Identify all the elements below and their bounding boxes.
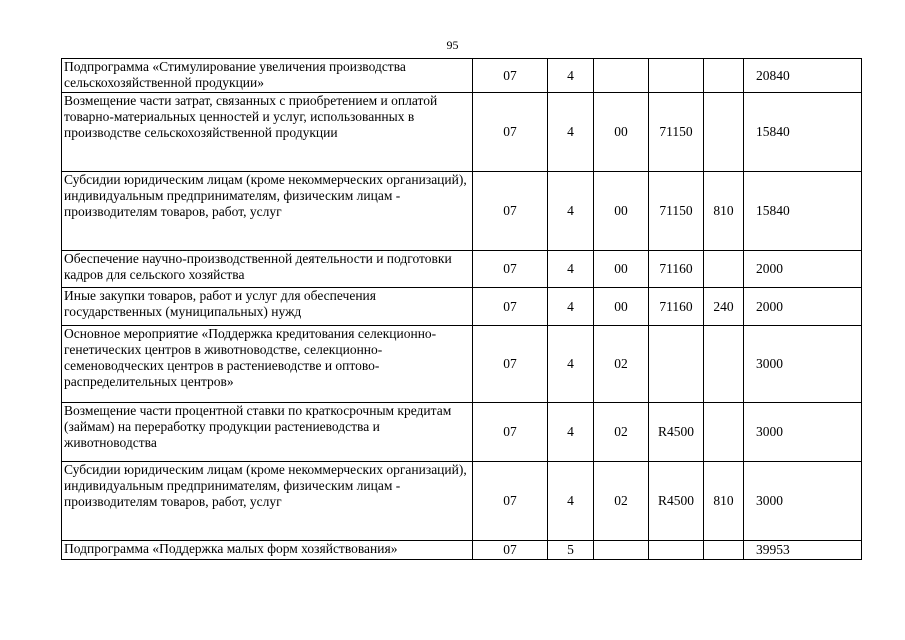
article-code: 71150 (649, 93, 704, 172)
amount: 2000 (744, 251, 862, 288)
row-description: Подпрограмма «Поддержка малых форм хозяйствования» (62, 541, 473, 560)
row-description: Обеспечение научно-производственной деятельности и подготовки кадров для сельского хозяйства (62, 251, 473, 288)
table-row (62, 93, 862, 172)
article-code: R4500 (649, 462, 704, 541)
article-code: 71160 (649, 251, 704, 288)
section-code: 07 (473, 326, 548, 403)
section-code: 07 (473, 93, 548, 172)
amount: 3000 (744, 462, 862, 541)
section-code: 07 (473, 59, 548, 93)
subsection-code: 4 (548, 59, 594, 93)
expense-kind-code: 240 (704, 288, 744, 326)
section-code: 07 (473, 251, 548, 288)
amount: 3000 (744, 403, 862, 462)
article-code (649, 326, 704, 403)
subsection-code: 4 (548, 326, 594, 403)
program-code: 02 (594, 403, 649, 462)
subsection-code: 4 (548, 462, 594, 541)
article-code: 71160 (649, 288, 704, 326)
program-code: 00 (594, 93, 649, 172)
expense-kind-code (704, 59, 744, 93)
expense-kind-code (704, 251, 744, 288)
subsection-code: 4 (548, 251, 594, 288)
table-row (62, 251, 862, 288)
row-description: Субсидии юридическим лицам (кроме некоммерческих организаций), индивидуальным предпринимателям, физическим лицам - производителям товаров, работ, услуг (62, 172, 473, 251)
program-code (594, 59, 649, 93)
row-description: Возмещение части затрат, связанных с приобретением и оплатой товарно-материальных ценностей и услуг, использованных в производстве сельскохозяйственной продукции (62, 93, 473, 172)
section-code: 07 (473, 403, 548, 462)
amount: 3000 (744, 326, 862, 403)
subsection-code: 4 (548, 172, 594, 251)
subsection-code: 4 (548, 93, 594, 172)
article-code (649, 541, 704, 560)
article-code: 71150 (649, 172, 704, 251)
subsection-code: 4 (548, 403, 594, 462)
section-code: 07 (473, 541, 548, 560)
table-row (62, 462, 862, 541)
table-row (62, 288, 862, 326)
program-code: 00 (594, 172, 649, 251)
amount: 15840 (744, 93, 862, 172)
article-code: R4500 (649, 403, 704, 462)
section-code: 07 (473, 288, 548, 326)
subsection-code: 4 (548, 288, 594, 326)
amount: 39953 (744, 541, 862, 560)
row-description: Основное мероприятие «Поддержка кредитования селекционно-генетических центров в животноводстве, селекционно-семеноводческих центров в растениеводстве и оптово-распределительных центров» (62, 326, 473, 403)
expense-kind-code (704, 403, 744, 462)
section-code: 07 (473, 172, 548, 251)
expense-kind-code (704, 326, 744, 403)
program-code: 02 (594, 326, 649, 403)
page-number: 95 (446, 38, 459, 52)
expense-kind-code: 810 (704, 172, 744, 251)
program-code: 00 (594, 251, 649, 288)
row-description: Иные закупки товаров, работ и услуг для обеспечения государственных (муниципальных) нужд (62, 288, 473, 326)
program-code (594, 541, 649, 560)
amount: 20840 (744, 59, 862, 93)
section-code: 07 (473, 462, 548, 541)
table-row (62, 541, 862, 560)
table-row (62, 59, 862, 93)
expense-kind-code (704, 93, 744, 172)
expense-kind-code (704, 541, 744, 560)
row-description: Субсидии юридическим лицам (кроме некоммерческих организаций), индивидуальным предпринимателям, физическим лицам - производителям товаров, работ, услуг (62, 462, 473, 541)
row-description: Подпрограмма «Стимулирование увеличения производства сельскохозяйственной продукции» (62, 59, 473, 93)
program-code: 02 (594, 462, 649, 541)
amount: 15840 (744, 172, 862, 251)
program-code: 00 (594, 288, 649, 326)
budget-table (61, 58, 862, 560)
table-row (62, 326, 862, 403)
article-code (649, 59, 704, 93)
amount: 2000 (744, 288, 862, 326)
row-description: Возмещение части процентной ставки по краткосрочным кредитам (займам) на переработку продукции растениеводства и животноводства (62, 403, 473, 462)
subsection-code: 5 (548, 541, 594, 560)
table-row (62, 172, 862, 251)
table-row (62, 403, 862, 462)
expense-kind-code: 810 (704, 462, 744, 541)
